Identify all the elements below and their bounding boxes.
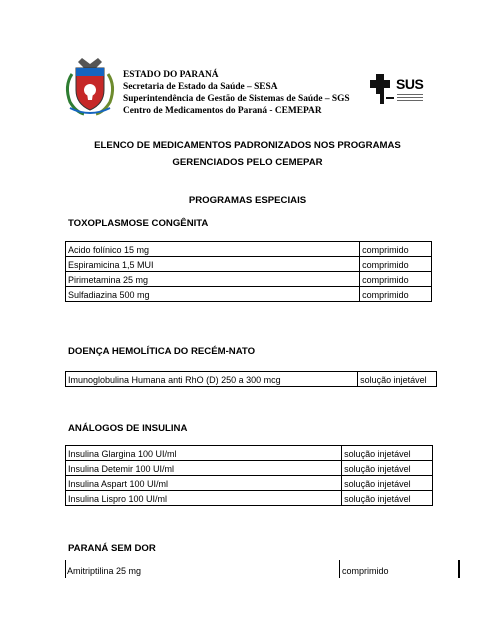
medicine-form: solução injetável [358, 372, 437, 387]
table-row [66, 242, 432, 257]
medicine-name: Imunoglobulina Humana anti RhO (D) 250 a 300 mcg [66, 372, 358, 387]
table-analogos-insulina [65, 445, 433, 506]
table-parana-sem-dor [65, 560, 460, 578]
section-heading-parana-sem-dor: PARANÁ SEM DOR [68, 543, 156, 554]
header-centro: Centro de Medicamentos do Paraná - CEMEPAR [123, 106, 322, 116]
table-toxoplasmose [65, 241, 432, 302]
medicine-name: Acido folínico 15 mg [66, 242, 360, 257]
medicine-name: Espiramicina 1,5 MUI [66, 257, 360, 272]
medicine-form: solução injetável [342, 491, 433, 506]
table-right-border [458, 560, 460, 578]
sus-logo-text: SUS [396, 76, 424, 92]
table-row [66, 272, 432, 287]
table-row-divider [339, 560, 340, 578]
medicine-form: solução injetável [342, 461, 433, 476]
table-row [66, 476, 433, 491]
table-row [66, 287, 432, 302]
document-title-line1: ELENCO DE MEDICAMENTOS PADRONIZADOS NOS PROGRAMAS [94, 140, 401, 151]
medicine-name: Amitriptilina 25 mg [67, 566, 142, 576]
medicine-form: comprimido [360, 242, 432, 257]
medicine-form: comprimido [360, 257, 432, 272]
medicine-name: Insulina Lispro 100 UI/ml [66, 491, 342, 506]
parana-coat-of-arms-logo [62, 56, 118, 116]
header-secretaria: Secretaria de Estado da Saúde – SESA [123, 82, 278, 92]
sus-logo [368, 72, 430, 106]
medicine-name: Insulina Detemir 100 UI/ml [66, 461, 342, 476]
medicine-name: Sulfadiazina 500 mg [66, 287, 360, 302]
medicine-form: comprimido [360, 287, 432, 302]
medicine-name: Pirimetamina 25 mg [66, 272, 360, 287]
sus-logo-subtext-lines [397, 94, 423, 101]
table-row [66, 461, 433, 476]
medicine-form: comprimido [360, 272, 432, 287]
table-row [66, 491, 433, 506]
medicine-name: Insulina Glargina 100 UI/ml [66, 446, 342, 461]
header-state: ESTADO DO PARANÁ [123, 70, 219, 80]
table-doenca-hemolitica [65, 371, 437, 387]
section-heading-doenca-hemolitica: DOENÇA HEMOLÍTICA DO RECÉM-NATO [68, 346, 256, 357]
document-title-line2: GERENCIADOS PELO CEMEPAR [172, 157, 323, 168]
programas-especiais-heading: PROGRAMAS ESPECIAIS [188, 195, 307, 206]
table-row [66, 372, 437, 387]
medicine-form: comprimido [342, 566, 389, 576]
medicine-name: Insulina Aspart 100 UI/ml [66, 476, 342, 491]
section-heading-analogos-insulina: ANÁLOGOS DE INSULINA [68, 423, 188, 434]
medicine-form: solução injetável [342, 476, 433, 491]
table-row [66, 446, 433, 461]
table-left-border [65, 560, 66, 578]
table-row [66, 257, 432, 272]
section-heading-toxoplasmose: TOXOPLASMOSE CONGÊNITA [68, 218, 209, 229]
medicine-form: solução injetável [342, 446, 433, 461]
header-superintendencia: Superintendência de Gestão de Sistemas de Saúde – SGS [123, 94, 350, 104]
